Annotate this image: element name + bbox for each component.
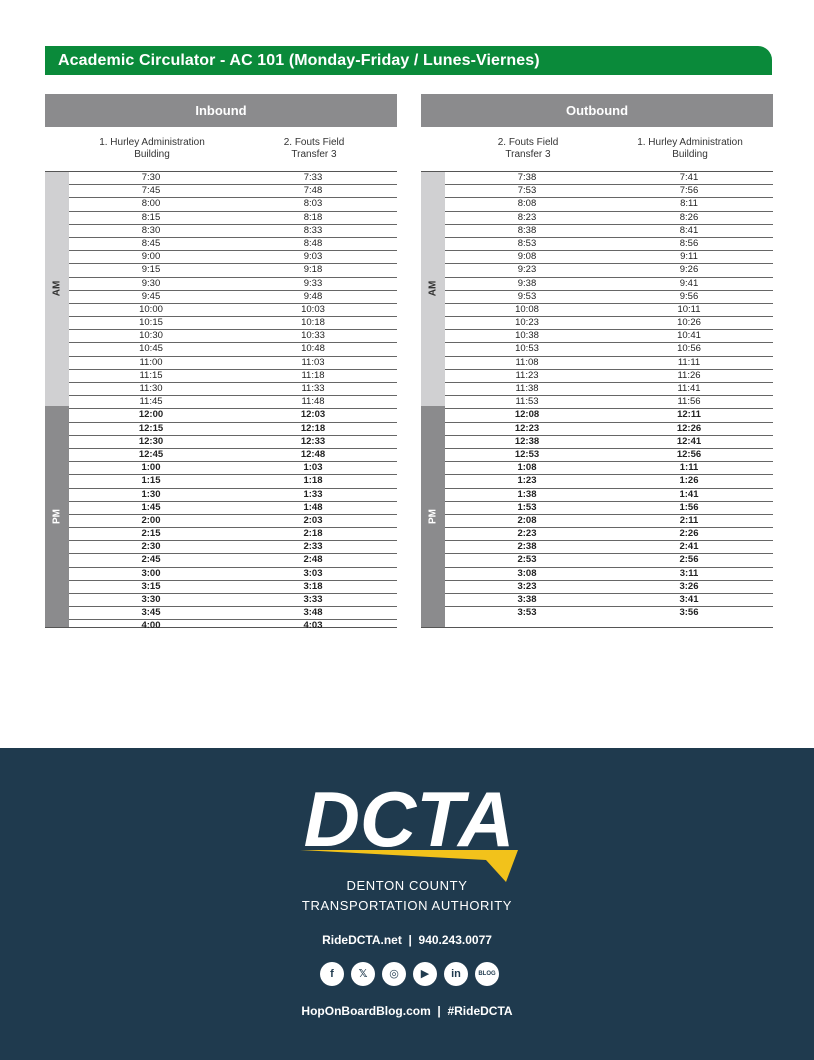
arrival-time: 2:48: [303, 554, 323, 566]
inbound-pm-band: [45, 406, 69, 627]
arrival-time: 8:03: [303, 198, 323, 210]
arrival-time: 11:48: [301, 396, 325, 408]
table-row: [69, 383, 397, 396]
departure-time: 3:30: [141, 594, 161, 605]
outbound-stop-2-line-1: 1. Hurley Administration: [637, 137, 743, 148]
linkedin-icon[interactable]: in: [444, 962, 468, 986]
logo-text: DCTA: [303, 778, 515, 863]
arrival-time: 10:33: [301, 330, 325, 342]
arrival-time: 11:03: [301, 356, 325, 368]
table-row: [445, 225, 773, 238]
departure-time: 4:00: [141, 620, 161, 632]
table-row: [69, 594, 397, 607]
arrival-time: 12:41: [676, 435, 702, 447]
departure-time: 8:45: [141, 237, 161, 249]
departure-time: 10:00: [139, 303, 163, 315]
arrival-time: 11:26: [677, 369, 701, 381]
table-row: [69, 396, 397, 409]
inbound-stop-2-line-1: 2. Fouts Field: [283, 137, 345, 148]
table-row: [445, 343, 773, 356]
departure-time: 9:15: [141, 264, 161, 276]
departure-time: 12:23: [514, 422, 540, 434]
arrival-time: 2:26: [679, 528, 699, 540]
departure-time: 10:15: [139, 317, 163, 329]
departure-time: 1:30: [141, 488, 161, 500]
table-row: [445, 264, 773, 277]
departure-time: 12:38: [514, 435, 540, 447]
arrival-time: 8:11: [680, 198, 698, 210]
table-row: [69, 304, 397, 317]
arrival-time: 3:41: [679, 594, 699, 605]
x-icon[interactable]: 𝕏: [351, 962, 375, 986]
table-row: [69, 436, 397, 449]
departure-time: 3:38: [517, 594, 537, 605]
arrival-time: 10:26: [677, 317, 701, 329]
arrival-time: 12:26: [676, 422, 702, 434]
departure-time: 8:08: [517, 198, 537, 210]
departure-time: 11:30: [139, 383, 163, 394]
arrival-time: 12:48: [300, 448, 326, 460]
departure-time: 1:00: [141, 462, 161, 474]
table-row: [445, 370, 773, 383]
table-row: [445, 423, 773, 436]
arrival-time: 11:56: [677, 396, 701, 408]
departure-time: 11:38: [515, 383, 539, 394]
arrival-time: 3:26: [679, 580, 699, 592]
departure-time: 9:45: [141, 290, 161, 302]
arrival-time: 10:18: [301, 317, 325, 329]
inbound-pm-label: PM: [51, 508, 63, 524]
arrival-time: 3:18: [303, 580, 323, 592]
arrival-time: 12:03: [300, 409, 326, 421]
outbound-schedule: [421, 94, 773, 628]
inbound-stop-1-line-1: 1. Hurley Administration: [99, 137, 205, 148]
inbound-rows: [69, 172, 397, 633]
departure-time: 8:38: [517, 224, 537, 236]
arrival-time: 3:03: [303, 567, 323, 579]
arrival-time: 9:56: [679, 290, 699, 302]
arrival-time: 9:48: [303, 290, 323, 302]
table-row: [445, 357, 773, 370]
arrival-time: 10:56: [677, 343, 701, 355]
arrival-time: 4:03: [303, 620, 323, 632]
table-row: [445, 396, 773, 409]
arrival-time: 9:41: [679, 277, 699, 289]
departure-time: 2:08: [517, 514, 537, 526]
table-row: [445, 607, 773, 619]
arrival-time: 12:56: [676, 448, 702, 460]
page-title: Academic Circulator - AC 101 (Monday-Friday / Lunes-Viernes): [45, 46, 772, 75]
table-row: [69, 515, 397, 528]
table-row: [445, 541, 773, 554]
arrival-time: 1:11: [679, 462, 699, 474]
arrival-time: 7:33: [303, 172, 323, 183]
departure-time: 12:30: [138, 435, 164, 447]
arrival-time: 10:03: [301, 303, 325, 315]
table-row: [69, 330, 397, 343]
arrival-time: 9:03: [303, 251, 323, 263]
departure-time: 12:45: [138, 448, 164, 460]
table-row: [445, 291, 773, 304]
departure-time: 10:23: [515, 317, 539, 329]
table-row: [445, 554, 773, 567]
arrival-time: 1:26: [679, 475, 699, 487]
inbound-stop-1: [77, 137, 227, 161]
table-row: [69, 489, 397, 502]
arrival-time: 11:18: [301, 369, 325, 381]
arrival-time: 11:33: [301, 383, 325, 394]
arrival-time: 1:18: [303, 475, 323, 487]
facebook-icon[interactable]: f: [320, 962, 344, 986]
table-row: [69, 607, 397, 620]
departure-time: 2:45: [141, 554, 161, 566]
arrival-time: 12:18: [300, 422, 326, 434]
departure-time: 1:53: [517, 501, 537, 513]
table-row: [445, 502, 773, 515]
departure-time: 1:23: [517, 475, 537, 487]
table-row: [445, 528, 773, 541]
inbound-stop-1-line-2: Building: [134, 149, 170, 160]
table-row: [445, 594, 773, 607]
arrival-time: 3:56: [679, 607, 699, 619]
table-row: [69, 620, 397, 632]
departure-time: 3:23: [517, 580, 537, 592]
departure-time: 1:08: [517, 462, 537, 474]
departure-time: 3:53: [517, 607, 537, 619]
table-row: [69, 528, 397, 541]
table-row: [69, 409, 397, 422]
table-row: [69, 568, 397, 581]
table-row: [69, 357, 397, 370]
departure-time: 2:15: [141, 528, 161, 540]
outbound-stop-1: [453, 137, 603, 161]
outbound-stop-1-line-2: Transfer 3: [505, 149, 551, 160]
departure-time: 11:00: [139, 356, 163, 368]
arrival-time: 1:03: [303, 462, 323, 474]
departure-time: 8:53: [517, 237, 537, 249]
departure-time: 10:30: [139, 330, 163, 342]
departure-time: 11:45: [139, 396, 163, 408]
table-row: [445, 238, 773, 251]
table-row: [445, 489, 773, 502]
arrival-time: 1:41: [679, 488, 699, 500]
arrival-time: 2:33: [303, 541, 323, 553]
table-row: [69, 172, 397, 185]
inbound-timetable: [45, 171, 397, 632]
departure-time: 1:45: [141, 501, 161, 513]
departure-time: 9:30: [141, 277, 161, 289]
outbound-rows: [445, 172, 773, 619]
inbound-stop-2-line-2: Transfer 3: [291, 149, 337, 160]
departure-time: 11:08: [515, 356, 539, 368]
footer: [0, 748, 814, 1060]
arrival-time: 8:26: [679, 211, 699, 223]
arrival-time: 2:18: [303, 528, 323, 540]
table-row: [445, 212, 773, 225]
departure-time: 10:53: [515, 343, 539, 355]
table-row: [69, 185, 397, 198]
outbound-pm-band: [421, 406, 445, 627]
table-row: [69, 541, 397, 554]
departure-time: 7:30: [141, 172, 161, 183]
table-row: [69, 370, 397, 383]
arrival-time: 10:41: [677, 330, 701, 342]
table-row: [445, 330, 773, 343]
departure-time: 10:38: [515, 330, 539, 342]
departure-time: 9:00: [141, 251, 161, 263]
departure-time: 9:38: [517, 277, 537, 289]
outbound-am-label: AM: [427, 280, 439, 297]
table-row: [69, 225, 397, 238]
youtube-icon[interactable]: ▶: [413, 962, 437, 986]
departure-time: 2:23: [517, 528, 537, 540]
departure-time: 3:08: [517, 567, 537, 579]
departure-time: 12:53: [514, 448, 540, 460]
arrival-time: 8:18: [303, 211, 323, 223]
arrival-time: 8:56: [679, 237, 699, 249]
dcta-logo: [296, 778, 522, 888]
table-row: [445, 278, 773, 291]
outbound-heading: Outbound: [421, 94, 773, 127]
agency-name-line-2: TRANSPORTATION AUTHORITY: [301, 898, 513, 913]
table-row: [69, 198, 397, 211]
table-row: [445, 185, 773, 198]
table-row: [445, 436, 773, 449]
table-row: [445, 449, 773, 462]
table-row: [69, 264, 397, 277]
departure-time: 10:08: [515, 303, 539, 315]
arrival-time: 3:48: [303, 607, 323, 619]
table-row: [69, 278, 397, 291]
departure-time: 11:53: [515, 396, 539, 408]
departure-time: 11:15: [139, 369, 163, 381]
departure-time: 2:38: [517, 541, 537, 553]
table-row: [69, 581, 397, 594]
arrival-time: 8:33: [303, 224, 323, 236]
inbound-heading: Inbound: [45, 94, 397, 127]
table-row: [69, 502, 397, 515]
table-row: [69, 212, 397, 225]
departure-time: 7:38: [517, 172, 537, 183]
inbound-am-label: AM: [51, 280, 63, 297]
arrival-time: 9:18: [303, 264, 323, 276]
departure-time: 9:53: [517, 290, 537, 302]
arrival-time: 1:56: [679, 501, 699, 513]
departure-time: 12:15: [138, 422, 164, 434]
inbound-stop-2: [239, 137, 389, 161]
table-row: [69, 238, 397, 251]
arrival-time: 11:11: [677, 356, 701, 368]
table-row: [69, 317, 397, 330]
arrival-time: 9:11: [680, 251, 698, 263]
outbound-stop-2-line-2: Building: [672, 149, 708, 160]
departure-time: 8:00: [141, 198, 161, 210]
arrival-time: 7:56: [679, 185, 699, 197]
table-row: [445, 198, 773, 211]
arrival-time: 9:33: [303, 277, 323, 289]
arrival-time: 2:56: [679, 554, 699, 566]
departure-time: 3:45: [141, 607, 161, 619]
departure-time: 8:23: [517, 211, 537, 223]
outbound-stop-1-line-1: 2. Fouts Field: [497, 137, 559, 148]
departure-time: 7:45: [141, 185, 161, 197]
table-row: [445, 317, 773, 330]
departure-time: 7:53: [517, 185, 537, 197]
social-icons: [320, 962, 500, 988]
departure-time: 8:30: [141, 224, 161, 236]
arrival-time: 2:41: [679, 541, 699, 553]
departure-time: 12:00: [138, 409, 164, 421]
arrival-time: 7:41: [679, 172, 699, 183]
departure-time: 1:15: [141, 475, 161, 487]
table-row: [445, 581, 773, 594]
table-row: [445, 515, 773, 528]
outbound-stop-headers: [421, 127, 773, 171]
arrival-time: 8:41: [679, 224, 699, 236]
table-row: [69, 554, 397, 567]
arrival-time: 8:48: [303, 237, 323, 249]
arrival-time: 3:11: [679, 567, 699, 579]
departure-time: 9:08: [517, 251, 537, 263]
departure-time: 10:45: [139, 343, 163, 355]
departure-time: 1:38: [517, 488, 537, 500]
blog-info[interactable]: HopOnBoardBlog.com | #RideDCTA: [301, 1004, 513, 1018]
table-row: [69, 462, 397, 475]
departure-time: 12:08: [514, 409, 540, 421]
table-row: [445, 251, 773, 264]
departure-time: 3:00: [141, 567, 161, 579]
table-row: [445, 462, 773, 475]
table-row: [445, 383, 773, 396]
departure-time: 11:23: [515, 369, 539, 381]
table-row: [445, 172, 773, 185]
inbound-am-band: [45, 172, 69, 406]
table-row: [69, 423, 397, 436]
arrival-time: 12:33: [300, 435, 326, 447]
outbound-am-band: [421, 172, 445, 406]
arrival-time: 2:11: [679, 514, 699, 526]
departure-time: 2:30: [141, 541, 161, 553]
arrival-time: 1:48: [303, 501, 323, 513]
table-row: [69, 475, 397, 488]
outbound-timetable: [421, 171, 773, 628]
inbound-schedule: [45, 94, 397, 632]
departure-time: 9:23: [517, 264, 537, 276]
agency-name-line-1: DENTON COUNTY: [346, 878, 468, 893]
departure-time: 2:00: [141, 514, 161, 526]
arrival-time: 10:48: [301, 343, 325, 355]
departure-time: 2:53: [517, 554, 537, 566]
arrival-time: 9:26: [679, 264, 699, 276]
blog-icon[interactable]: BLOG: [475, 962, 499, 986]
arrival-time: 7:48: [303, 185, 323, 197]
table-row: [69, 343, 397, 356]
table-row: [445, 568, 773, 581]
table-row: [445, 409, 773, 422]
table-row: [69, 449, 397, 462]
arrival-time: 12:11: [677, 409, 701, 421]
contact-info[interactable]: RideDCTA.net | 940.243.0077: [322, 933, 492, 947]
inbound-stop-headers: [45, 127, 397, 171]
arrival-time: 3:33: [303, 594, 323, 605]
table-row: [69, 251, 397, 264]
departure-time: 3:15: [141, 580, 161, 592]
arrival-time: 10:11: [677, 303, 701, 315]
outbound-pm-label: PM: [427, 508, 439, 524]
instagram-icon[interactable]: ◎: [382, 962, 406, 986]
table-row: [69, 291, 397, 304]
table-row: [445, 304, 773, 317]
table-row: [445, 475, 773, 488]
arrival-time: 1:33: [303, 488, 323, 500]
arrival-time: 11:41: [677, 383, 701, 394]
arrival-time: 2:03: [303, 514, 323, 526]
outbound-stop-2: [615, 137, 765, 161]
departure-time: 8:15: [141, 211, 161, 223]
